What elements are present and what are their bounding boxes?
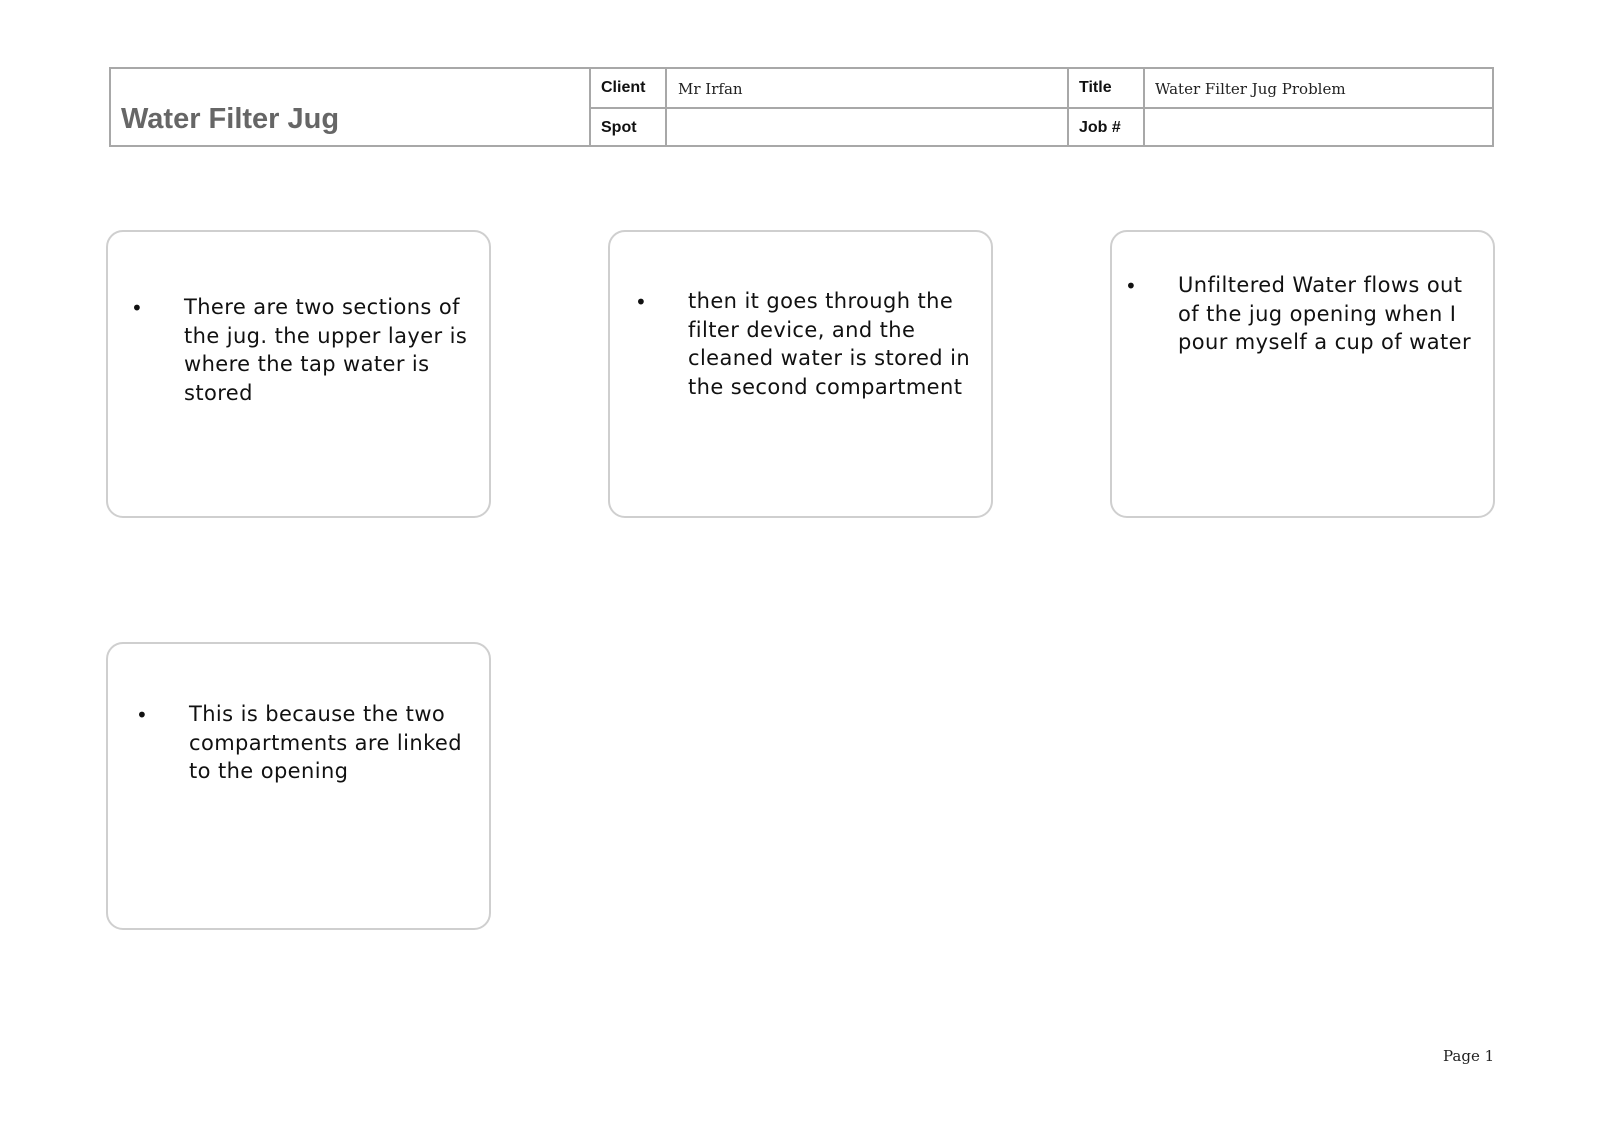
bullet-point: •: [131, 296, 143, 320]
header-table: [109, 67, 1494, 147]
bullet-point: •: [1125, 274, 1137, 298]
title-value: Water Filter Jug Problem: [1155, 80, 1346, 98]
bullet-point: •: [136, 703, 148, 727]
storyboard-card-3: [1110, 230, 1495, 518]
storyboard-card-1: [106, 230, 491, 518]
card-text: Unfiltered Water flows out of the jug opening when I pour myself a cup of water: [1178, 273, 1471, 354]
bullet-point: •: [635, 290, 647, 314]
job-label: Job #: [1079, 119, 1121, 136]
storyboard-card-4: [106, 642, 491, 930]
document-title: Water Filter Jug: [121, 103, 340, 135]
storyboard-card-2: [608, 230, 993, 518]
page-number: Page 1: [1443, 1047, 1495, 1065]
title-label: Title: [1079, 79, 1112, 96]
card-text: This is because the two compartments are linked to the opening: [189, 702, 462, 783]
card-text: There are two sections of the jug. the upper layer is where the tap water is stored: [184, 295, 468, 405]
divider: [591, 107, 1492, 109]
client-label: Client: [601, 79, 646, 96]
spot-label: Spot: [601, 119, 637, 136]
card-text: then it goes through the filter device, and the cleaned water is stored in the second compartment: [688, 289, 971, 399]
client-value: Mr Irfan: [678, 80, 743, 98]
